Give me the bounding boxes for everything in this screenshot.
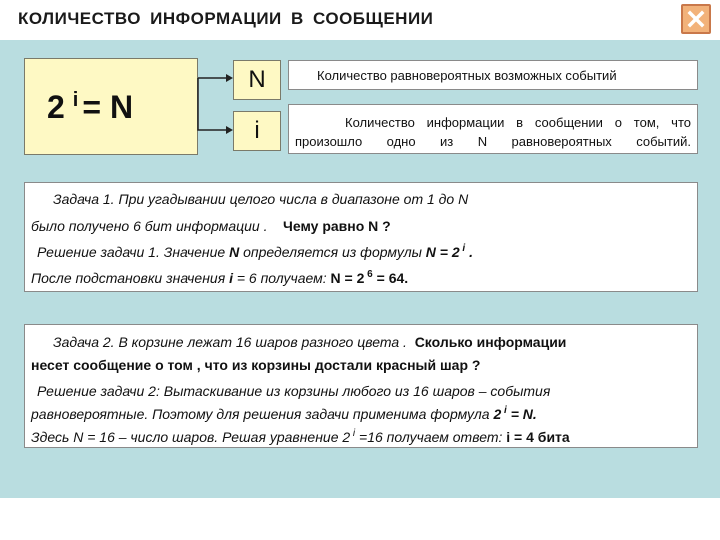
task1-result: [31, 270, 408, 286]
task2-line2: несет сообщение о том , что из корзины достали красный шар ?: [31, 357, 481, 373]
task1-solution-e: .: [465, 244, 473, 260]
task2-line4-c: = N.: [506, 406, 537, 422]
n-symbol: N: [248, 66, 266, 93]
task2-line5-b: =16 получаем ответ:: [355, 429, 507, 445]
window-title: КОЛИЧЕСТВО ИНФОРМАЦИИ В СООБЩЕНИИ: [18, 9, 434, 28]
task1-solution-b: N: [229, 244, 240, 260]
task2-answer: i = 4 бита: [506, 429, 570, 445]
i-symbol-box: [233, 111, 281, 151]
task2-line1-b: Сколько информации: [414, 334, 567, 350]
main-formula: [47, 89, 133, 126]
title-bar: [0, 0, 720, 40]
n-description-text: Количество равновероятных возможных событий: [317, 68, 617, 83]
close-icon: [687, 10, 705, 28]
task1-result-d: N = 2: [330, 270, 365, 286]
task1-result-e: = 64.: [372, 270, 409, 286]
formula-base: 2: [47, 89, 65, 125]
task2-line1-a: Задача 2. В корзине лежат 16 шаров разного цвета .: [53, 334, 407, 350]
task2-line3: Решение задачи 2: Вытаскивание из корзины любого из 16 шаров – события: [37, 383, 551, 399]
task1-line2-given: было получено 6 бит информации .: [31, 218, 268, 234]
task2-line4-sup: i: [501, 405, 507, 416]
formula-exponent: i: [72, 89, 79, 111]
task1-solution-d: N = 2: [425, 244, 460, 260]
task1-result-b: i: [229, 270, 233, 286]
i-description-line1: Количество информации в сообщении о том, что: [345, 115, 691, 130]
close-button[interactable]: [681, 4, 711, 34]
task2-line5-sup: i: [350, 428, 356, 439]
task2-line1: [53, 334, 566, 350]
i-symbol: i: [254, 117, 260, 144]
task1-box: [24, 182, 698, 292]
task1-solution-c: определяется из формулы: [239, 244, 426, 260]
task1-line1: Задача 1. При угадывании целого числа в диапазоне от 1 до N: [53, 191, 469, 207]
n-description: [288, 60, 698, 90]
formula-rhs: = N: [82, 89, 134, 125]
i-description: [288, 104, 698, 154]
task2-line4: [31, 406, 537, 422]
i-description-line2: произошло одно из N равновероятных событий.: [295, 134, 691, 149]
task1-solution-a: Решение задачи 1. Значение: [37, 244, 230, 260]
task2-line5: [31, 429, 570, 445]
n-symbol-box: [233, 60, 281, 100]
task1-result-a: После подстановки значения: [31, 270, 230, 286]
task1-solution: [37, 244, 473, 260]
task2-line4-a: равновероятные. Поэтому для решения задачи применима формула: [31, 406, 494, 422]
task2-line4-b: 2: [493, 406, 502, 422]
task2-box: [24, 324, 698, 448]
arrows-diagram: [196, 60, 236, 150]
task2-line5-a: Здесь N = 16 – число шаров. Решая уравнение 2: [31, 429, 351, 445]
task1-line2: [31, 218, 391, 234]
task1-solution-sup: i: [459, 243, 466, 254]
task1-result-sup: 6: [364, 269, 373, 280]
task1-result-c: = 6 получаем:: [232, 270, 331, 286]
formula-box: [24, 58, 198, 155]
task1-question: Чему равно N ?: [283, 218, 391, 234]
